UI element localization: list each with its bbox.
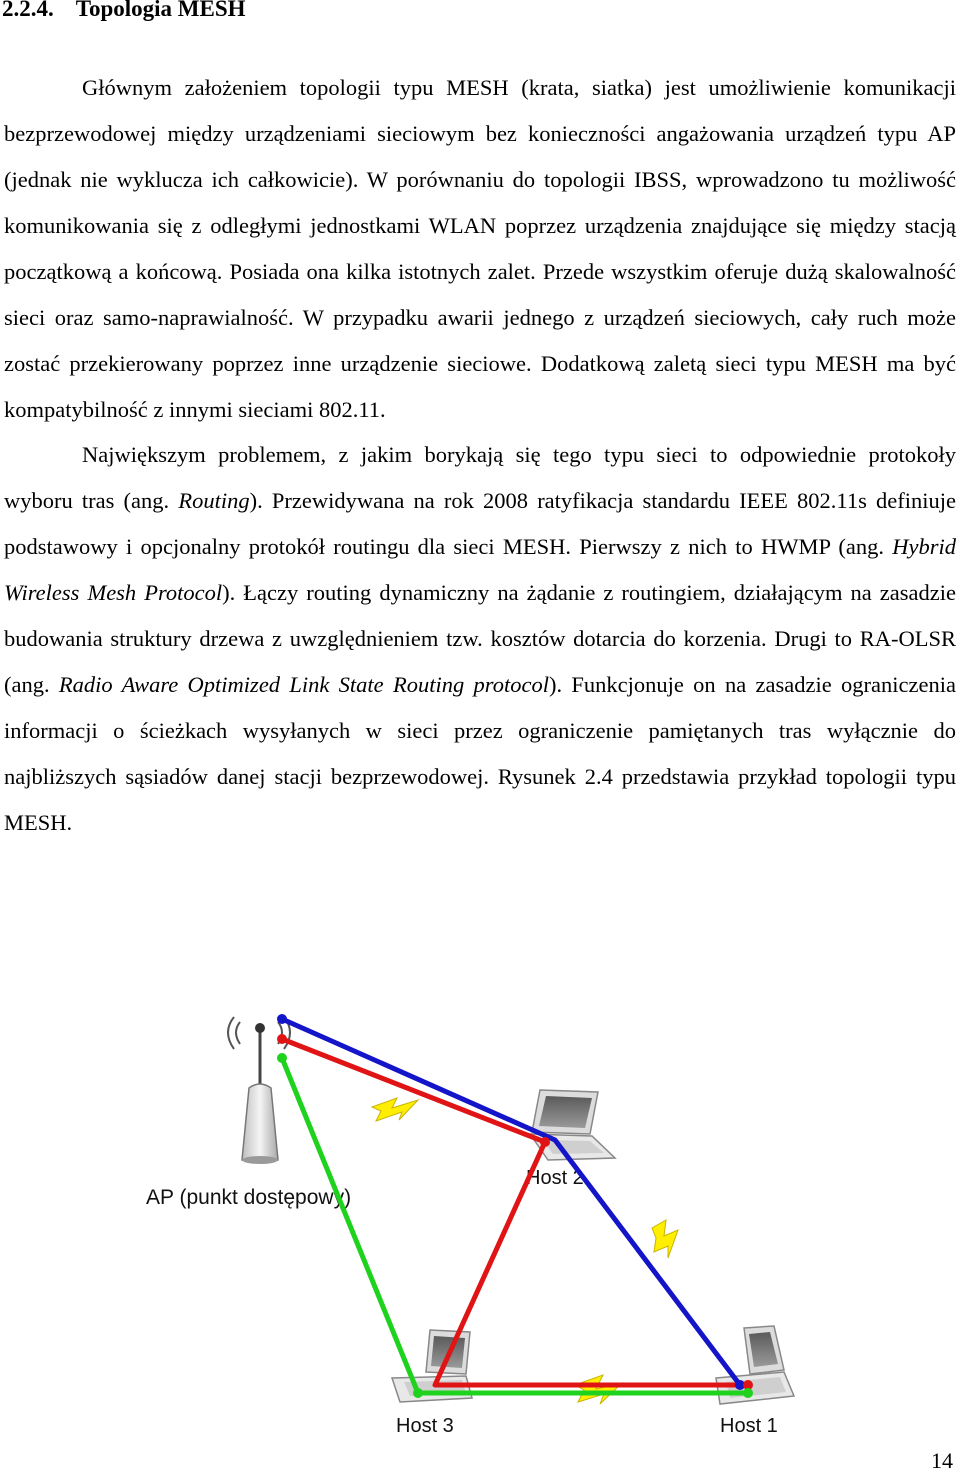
term-ra-olsr: Radio Aware Optimized Link State Routing protocol	[58, 672, 549, 697]
mesh-topology-figure	[0, 990, 960, 1450]
host-2-label: Host 2	[526, 1167, 584, 1189]
ap-label: AP (punkt dostępowy)	[146, 1186, 352, 1209]
term-hwmp: Hybrid Wireless Mesh Protocol	[4, 534, 956, 605]
section-heading	[2, 0, 246, 24]
paragraph-2-part-2: ). Przewidywana na rok 2008 ratyfikacja standardu IEEE 802.11s definiuje podstawowy i opcjonalny protokół routingu dla sieci MESH. Pierwszy z nich to HWMP (ang.	[4, 488, 956, 559]
lightning-icon	[372, 1098, 418, 1121]
body-text	[4, 65, 956, 846]
paragraph-2-part-1: Największym problemem, z jakim borykają się tego typu sieci to odpowiednie protokoły wyboru tras (ang.	[4, 442, 956, 513]
red-route	[282, 1039, 748, 1385]
section-number: 2.2.4.	[2, 0, 54, 21]
paragraph-1: Głównym założeniem topologii typu MESH (krata, siatka) jest umożliwienie komunikacji bezprzewodowej między urządzeniami sieciowym bez konieczności angażowania urządzeń typu AP (jednak nie wyklucza ich całkowicie). W porównaniu do topologii IBSS, wprowadzono tu możliwość komunikowania się z odległymi jednostkami WLAN poprzez urządzenia znajdujące się między stacją początkową a końcową. Posiada ona kilka istotnych zalet. Przede wszystkim oferuje dużą skalowalność sieci oraz samo-naprawialność. W przypadku awarii jednego z urządzeń sieciowych, cały ruch może zostać przekierowany poprzez inne urządzenie sieciowe. Dodatkową zaletą sieci typu MESH ma być kompatybilność z innymi sieciami 802.11.	[4, 75, 956, 422]
page-number: 14	[931, 1448, 953, 1473]
host-3-label: Host 3	[396, 1415, 454, 1437]
host-1-label: Host 1	[720, 1415, 778, 1437]
green-route	[282, 1058, 748, 1393]
paragraph-2	[4, 432, 956, 846]
lightning-icon	[575, 1375, 622, 1404]
term-routing: Routing	[178, 488, 250, 513]
section-title: Topologia MESH	[75, 0, 246, 21]
paragraph-2-part-4: ). Funkcjonuje on na zasadzie ograniczenia informacji o ścieżkach wysyłanych w sieci przez ograniczenie pamiętanych tras wyłącznie do najbliższych sąsiadów danej stacji bezprzewodowej. Rysunek 2.4 przedstawia przykład topologii typu MESH.	[4, 672, 956, 835]
lightning-icon	[652, 1220, 678, 1258]
paragraph-2-part-3: ). Łączy routing dynamiczny na żądanie z routingiem, działającym na zasadzie budowania struktury drzewa z uwzględnieniem tzw. kosztów dotarcia do korzenia. Drugi to RA-OLSR (ang.	[4, 580, 956, 697]
